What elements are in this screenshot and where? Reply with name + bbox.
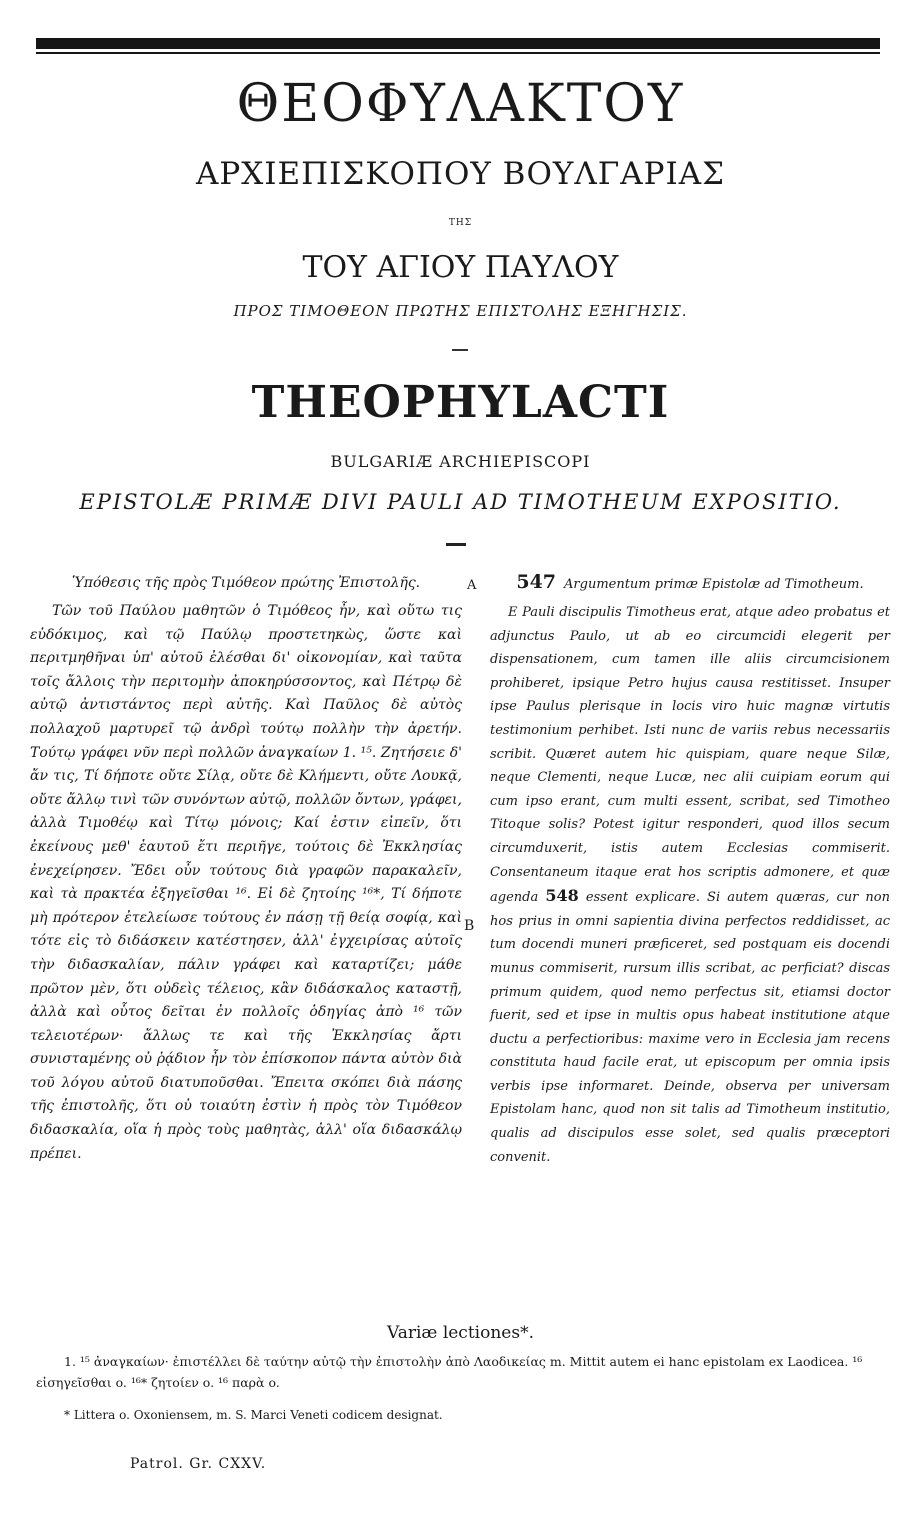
greek-article: ΤΗΣ xyxy=(448,218,473,228)
greek-saint-paul: ΤΟΥ ΑΓΙΟΥ ΠΑΥΛΟΥ xyxy=(302,250,619,285)
latin-subtitle: BULGARIÆ ARCHIEPISCOPI xyxy=(330,452,591,471)
greek-title: ΘΕΟΦΥΛΑΚΤΟΥ xyxy=(236,74,685,134)
latin-epistle-title: EPISTOLÆ PRIMÆ DIVI PAULI AD TIMOTHEUM EXPOSITIO. xyxy=(79,490,842,514)
latin-column xyxy=(490,571,890,1169)
greek-column-body: Τῶν τοῦ Παύλου μαθητῶν ὁ Τιμόθεος ἦν, καὶ οὕτω τις εὐδόκιμος, καὶ τῷ Παύλῳ προστετηκὼς, ὥστε καὶ περιτμηθῆναι ὑπ' αὐτοῦ ἐλέσθαι δι' οἰκονομίαν, καὶ ταῦτα τοῖς ἄλλοις τὴν περιτομὴν ἀποκηρύσσοντος, καὶ Πέτρῳ δὲ αὐτῷ ἀντιστάντος περὶ αὐτῆς. Καὶ Παῦλος δὲ αὐτὸς πολλαχοῦ μαρτυρεῖ τῷ ἀνδρὶ τούτῳ πολλὴν τὴν ἀρετήν. Τούτῳ γράφει νῦν περὶ πολλῶν ἀναγκαίων 1. ¹⁵. Ζητήσειε δ' ἄν τις, Τί δήποτε οὔτε Σίλᾳ, οὔτε δὲ Κλήμεντι, οὔτε Λουκᾷ, οὔτε ἄλλῳ τινὶ τῶν συνόντων αὐτῷ, πολλῶν ὄντων, γράφει, ἀλλὰ Τιμοθέῳ καὶ Τίτῳ μόνοις; Καί ἐστιν εἰπεῖν, ὅτι ἐκείνους μεθ' ἑαυτοῦ ἔτι περιῆγε, τούτοις δὲ Ἐκκλησίας ἐνεχείρησεν. Ἔδει οὖν τούτους διὰ γραφῶν παρακαλεῖν, καὶ τὰ πρακτέα ἐξηγεῖσθαι ¹⁶. Εἰ δὲ ζητοίης ¹⁶*, Τί δήποτε μὴ πρότερον ἐτελείωσε τούτους ἐν πάσῃ τῇ θείᾳ σοφίᾳ, καὶ τότε εἰς τὸ διδάσκειν κατέστησεν, ἀλλ' ἐγχειρίσας αὐτοῖς τὴν διδασκαλίαν, πάλιν γράφει καὶ καταρτίζει; μάθε πρῶτον μὲν, ὅτι οὐδεὶς τέλειος, κἂν διδάσκαλος καταστῇ, ἀλλὰ καὶ οὗτος δεῖται ἐν πολλοῖς ὁδηγίας ἀπὸ ¹⁶ τῶν τελειοτέρων· ἄλλως τε καὶ τῆς Ἐκκλησίας ἄρτι συνισταμένης οὐ ῥᾴδιον ἦν τὸν ἐπίσκοπον πάντα αὐτὸν διὰ τοῦ λόγου αὐτοῦ διατυποῦσθαι. Ἔπειτα σκόπει διὰ πάσης τῆς ἐπιστολῆς, ὅτι οὐ τοιαύτη ἐστὶν ἡ πρὸς τὸν Τιμόθεον διδασκαλία, οἵα ἡ πρὸς τοὺς μαθητὰς, ἀλλ' οἵα διδασκάλῳ πρέπει. xyxy=(30,603,462,1162)
variae-lectiones-text: 1. ¹⁵ ἀναγκαίων· ἐπιστέλλει δὲ ταύτην αὐτῷ τὴν ἐπιστολὴν ἀπὸ Λαοδικείας m. Mittit autem ei hanc epistolam ex Laodicea. ¹⁶ εἰσηγεῖσθαι o. ¹⁶* ζητοίεν o. ¹⁶ παρὰ o. xyxy=(36,1354,863,1390)
patrologia-signature: Patrol. Gr. CXXV. xyxy=(130,1456,267,1472)
greek-epistle-title: ΠΡΟΣ ΤΙΜΟΘΕΟΝ ΠΡΩΤΗΣ ΕΠΙΣΤΟΛΗΣ ΕΞΗΓΗΣΙΣ. xyxy=(233,302,688,320)
latin-body-part1: E Pauli discipulis Timotheus erat, atque adeo probatus et adjunctus Paulo, ut ab eo circumcidi elegerit per dispensationem, cum tamen ille aliis circumcisionem prohiberet, ipsique Petro hujus causa restitisset. Insuper ipse Paulus plerisque in locis viro huic magnæ virtutis testimonium perhibet. Isti nunc de variis rebus necessariis scribit. Quæret autem hic quispiam, quare neque Silæ, neque Clementi, neque Lucæ, nec alii cuipiam eorum qui cum ipso erant, cum multi essent, scribat, sed Timotheo Titoque solis? Potest igitur responderi, quod illos secum circumduxerit, istis autem Ecclesias commiserit. Consentaneum itaque erat hos scriptis admonere, et quæ agenda xyxy=(490,605,890,906)
latin-column-heading xyxy=(490,571,890,593)
variae-lectiones-title: Variæ lectiones*. xyxy=(387,1323,534,1343)
latin-title: THEOPHYLACTI xyxy=(251,377,670,428)
latin-column-body xyxy=(490,601,890,1169)
top-rule xyxy=(36,38,880,49)
greek-column-heading: Ὑπόθεσις τῆς πρὸς Τιμόθεον πρώτης Ἐπιστολῆς. xyxy=(71,575,421,591)
top-rule-thin xyxy=(36,52,880,54)
ornament-dash xyxy=(452,349,468,351)
footnote: * Littera o. Oxoniensem, m. S. Marci Veneti codicem designat. xyxy=(64,1408,443,1422)
greek-column xyxy=(30,574,462,1166)
column-marker-a: A xyxy=(467,578,477,593)
column-number: 547 xyxy=(516,571,557,593)
column-marker-b: B xyxy=(464,918,475,934)
latin-heading-text: Argumentum primæ Epistolæ ad Timotheum. xyxy=(564,577,864,592)
greek-subtitle: ΑΡΧΙΕΠΙΣΚΟΠΟΥ ΒΟΥΛΓΑΡΙΑΣ xyxy=(195,156,726,192)
latin-body-part2: essent explicare. Si autem quæras, cur non hos prius in omni sapientia divina perfectos reddidisset, ac tum docendi muneri præficeret, sed postquam eis docendi munus commiserit, rursum illis scribat, ac perficiat? discas primum quidem, quod nemo perfectus sit, etiamsi doctor fuerit, sed et ipse in multis opus habeat institutione atque ductu a perfectioribus: maxime vero in Ecclesia jam recens constituta haud facile erat, ut episcopum per omnia ipsis verbis ipse informaret. Deinde, observa per universam Epistolam hanc, quod non sit talis ad Timotheum institutio, qualis ad discipulos esse solet, sed qualis præceptori convenit. xyxy=(490,890,890,1165)
ornament-dash xyxy=(446,543,466,546)
column-number-inline: 548 xyxy=(545,886,579,906)
